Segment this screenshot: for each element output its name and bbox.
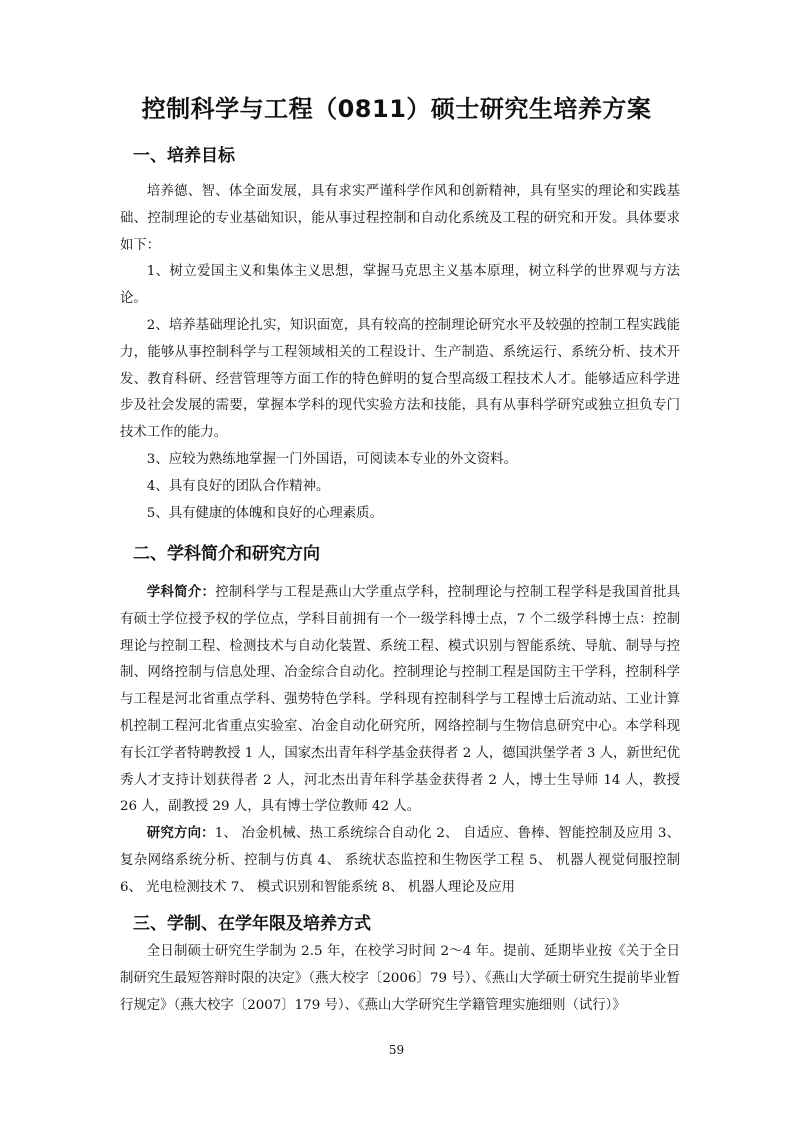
list-item: 5、具有健康的体魄和良好的心理素质。 — [146, 505, 383, 521]
list-item: 2、培养基础理论扎实，知识面宽，具有较高的控制理论研究水平及较强的控制工程实践能力，能够从事控制科学与工程领域相关的工程设计、生产制造、系统运行、系统分析、技术开发、教育科研、经营管理等方面工作的特色鲜明的复合型高级工程技术人才。能够适应科学进步及社会发展的需要，掌握本学科的现代实验方法和技能，具有从事科学研究或独立担负专门技术工作的能力。 — [120, 317, 680, 441]
list-item: 3、应较为熟练地掌握一门外国语，可阅读本专业的外文资料。 — [146, 451, 517, 467]
section-heading: 二、学科简介和研究方向 — [133, 544, 320, 564]
directions-text: 1、 冶金机械、热工系统综合自动化 2、 自适应、鲁棒、智能控制及应用 3、 复杂网络系统分析、控制与仿真 4、 系统状态监控和生物医学工程 5、 机器人视觉伺服控制 6、 光电检测技术 7、 模式识别和智能系统 8、 机器人理论及应用 — [120, 826, 681, 895]
page-title: 控制科学与工程（0811）硕士研究生培养方案 — [141, 95, 652, 123]
page-number: 59 — [388, 1043, 405, 1057]
section-discipline-intro-body — [120, 580, 680, 902]
paragraph — [120, 821, 680, 901]
section-duration-body — [120, 939, 680, 1019]
directions-label: 研究方向： — [146, 826, 215, 842]
section-heading: 一、培养目标 — [133, 146, 235, 166]
section-discipline-intro — [120, 542, 680, 566]
paragraph: 全日制硕士研究生学制为 2.5 年，在校学习时间 2～4 年。提前、延期毕业按《关于全日制研究生最短答辩时限的决定》（燕大校字〔2006〕79 号）、《燕山大学硕士研究生提前毕业暂行规定》（燕大校字〔2007〕179 号）、《燕山大学研究生学籍管理实施细则（试行）》 — [120, 944, 680, 1013]
intro-label: 学科简介： — [146, 585, 216, 600]
section-heading: 三、学制、在学年限及培养方式 — [133, 914, 371, 934]
paragraph — [120, 580, 680, 821]
section-training-objectives — [120, 144, 680, 168]
section-training-objectives-body — [120, 179, 680, 527]
section-duration — [120, 912, 680, 936]
list-item: 4、具有良好的团队合作精神。 — [146, 478, 330, 494]
intro-text: 控制科学与工程是燕山大学重点学科，控制理论与控制工程学科是我国首批具有硕士学位授予权的学位点，学科目前拥有一个一级学科博士点，7 个二级学科博士点：控制理论与控制工程、检测技术与自动化装置、系统工程、模式识别与智能系统、导航、制导与控制、网络控制与信息处理、冶金综合自动化。控制理论与控制工程是国防主干学科，控制科学与工程是河北省重点学科、强势特色学科。学科现有控制科学与工程博士后流动站、工业计算机控制工程河北省重点实验室、冶金自动化研究所，网络控制与生物信息研究中心。本学科现有长江学者特聘教授 1 人，国家杰出青年科学基金获得者 2 人，德国洪堡学者 3 人，新世纪优秀人才支持计划获得者 2 人，河北杰出青年科学基金获得者 2 人，博士生导师 14 人，教授 26 人，副教授 29 人，具有博士学位教师 42 人。 — [120, 585, 681, 815]
paragraph: 培养德、智、体全面发展，具有求实严谨科学作风和创新精神，具有坚实的理论和实践基础、控制理论的专业基础知识，能从事过程控制和自动化系统及工程的研究和开发。具体要求如下： — [120, 184, 680, 253]
list-item: 1、树立爱国主义和集体主义思想，掌握马克思主义基本原理，树立科学的世界观与方法论。 — [120, 264, 680, 307]
